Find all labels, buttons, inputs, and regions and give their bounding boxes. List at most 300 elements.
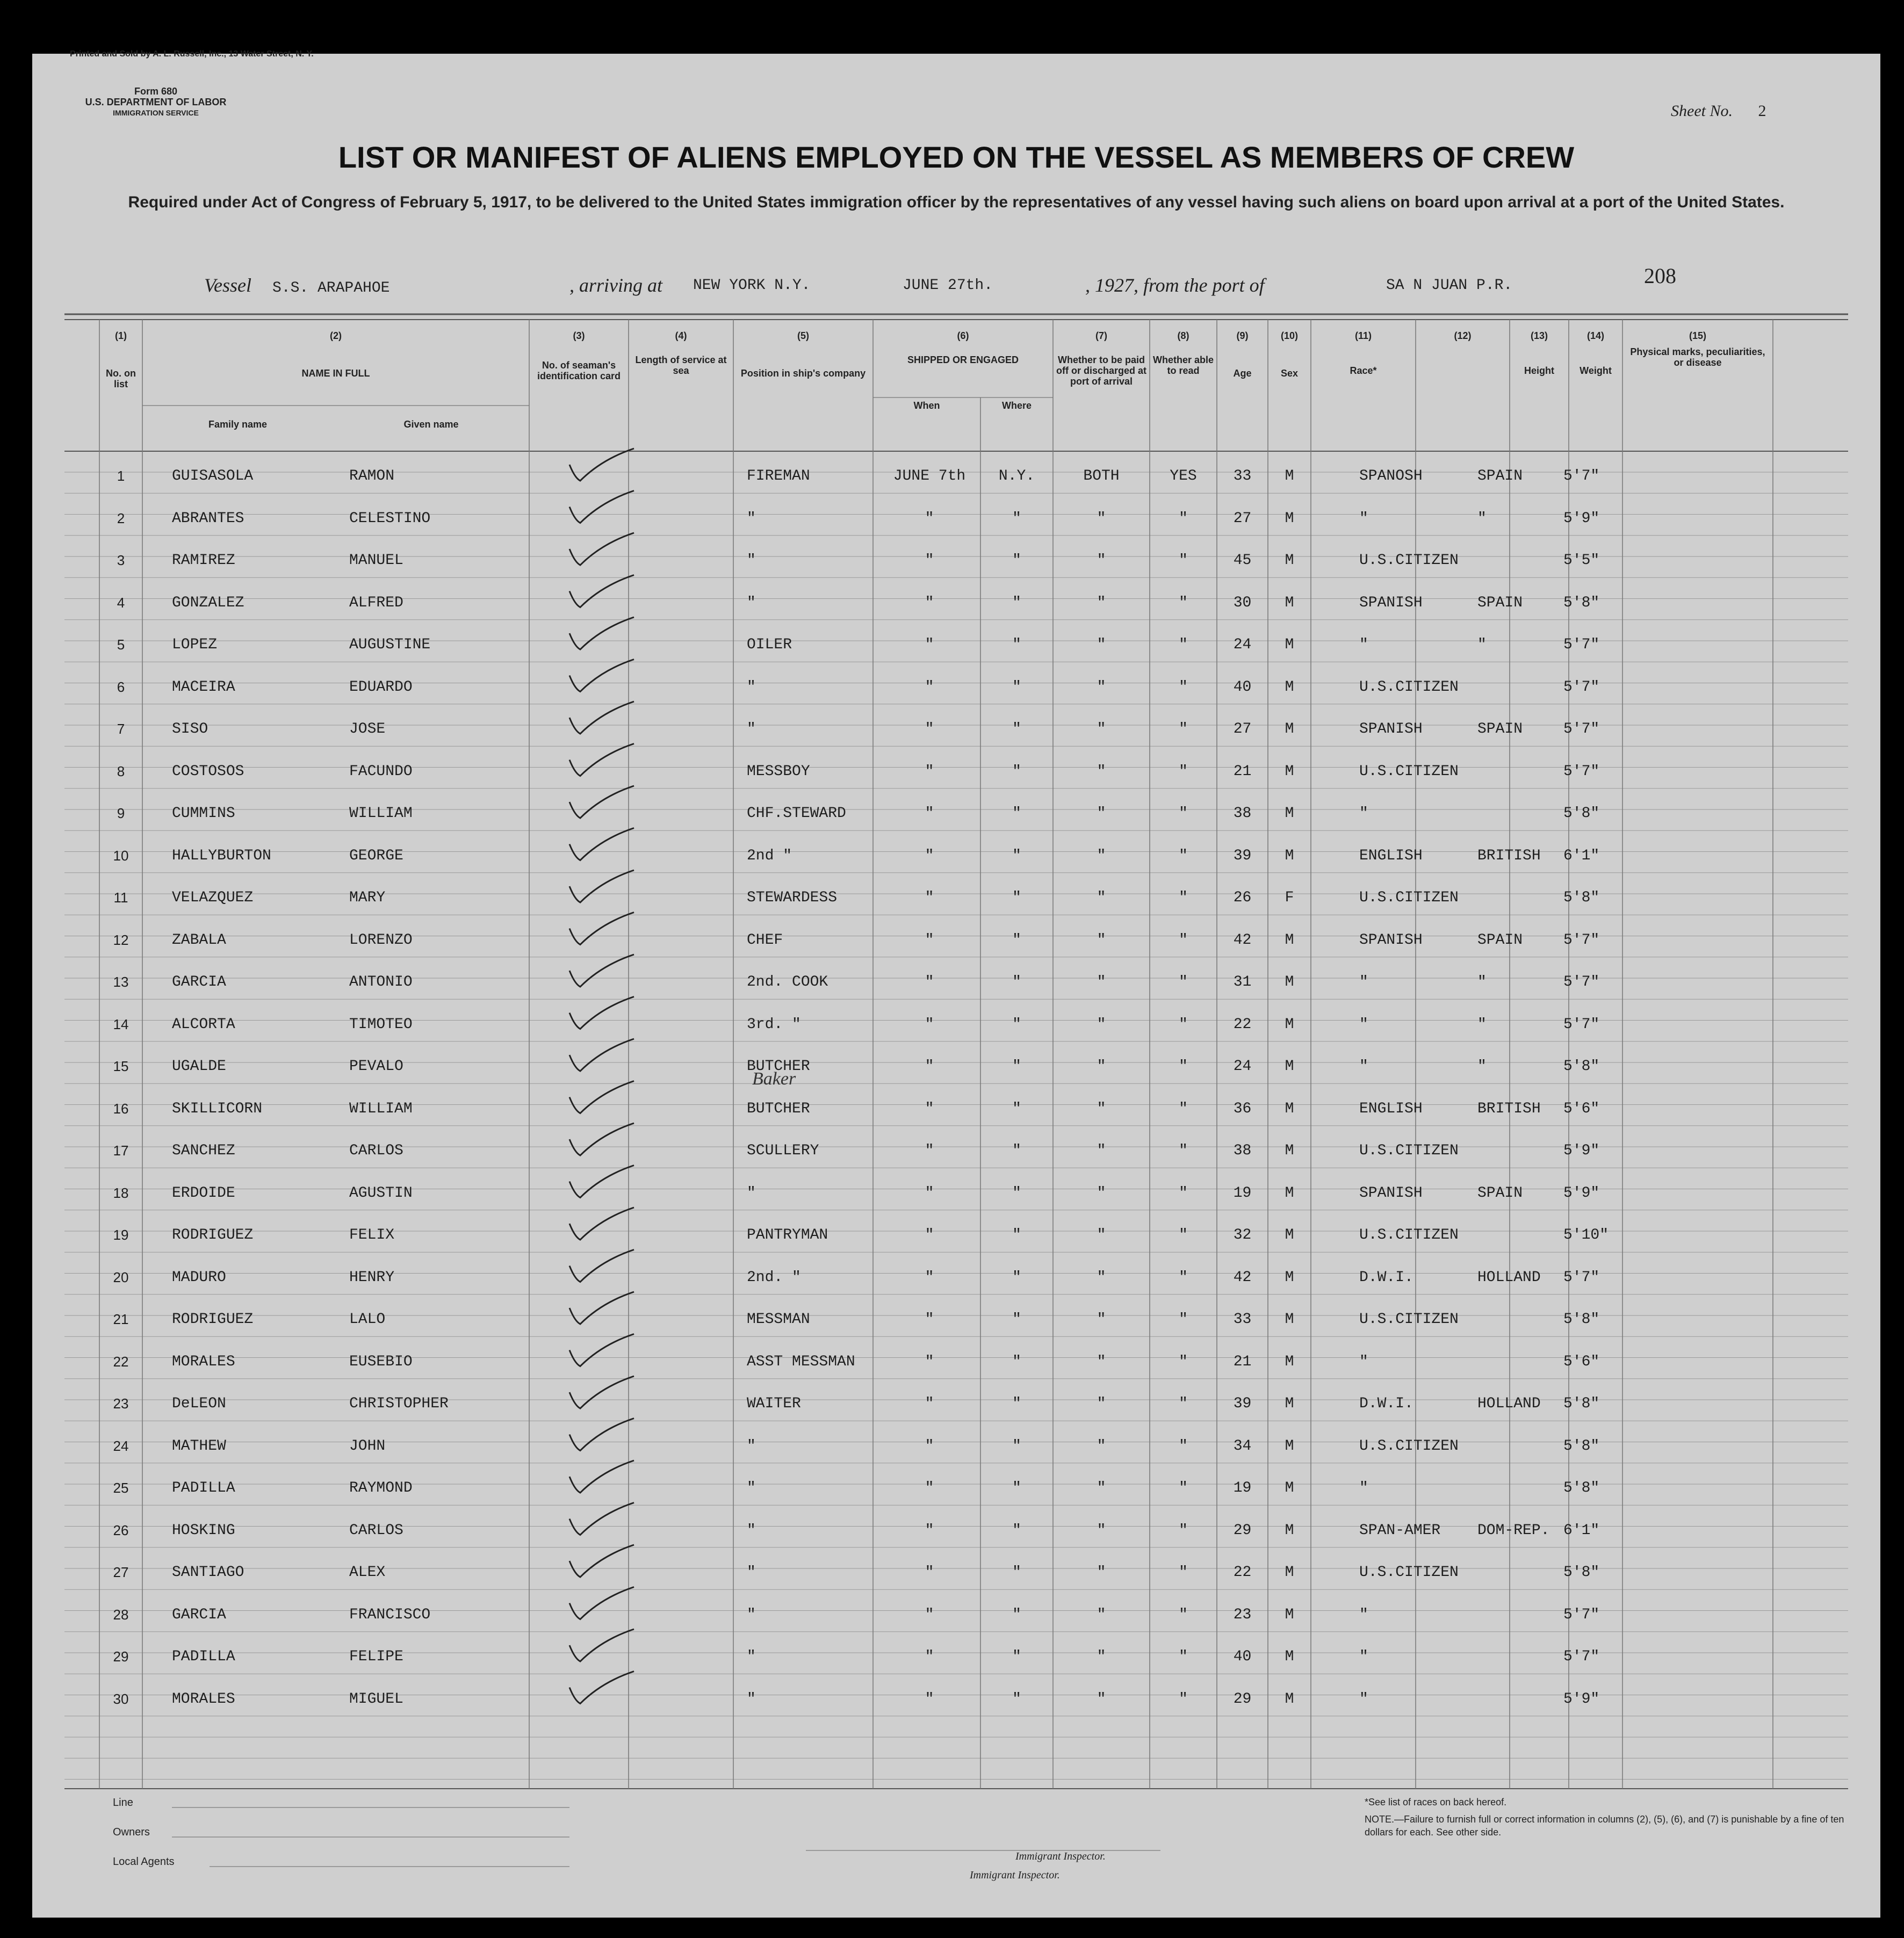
cell-race: U.S.CITIZEN: [1359, 1437, 1459, 1455]
check-mark: [569, 1587, 634, 1619]
cell-able-to-read: ": [1179, 1564, 1188, 1581]
cell-nationality: SPAIN: [1477, 594, 1523, 611]
cell-given-name: EUSEBIO: [349, 1353, 413, 1370]
cell-paid-off: ": [1097, 1058, 1106, 1075]
cell-sex: M: [1285, 594, 1294, 611]
cell-paid-off: ": [1097, 1690, 1106, 1708]
cell-able-to-read: ": [1179, 552, 1188, 569]
cell-able-to-read: ": [1179, 510, 1188, 527]
sheet-number: [1671, 102, 1766, 120]
cell-row-number: 7: [117, 721, 125, 737]
cell-height: 5'7": [1563, 1269, 1600, 1286]
cell-sex: M: [1285, 1522, 1294, 1539]
check-mark: [569, 997, 634, 1029]
cell-given-name: JOSE: [349, 721, 386, 737]
cell-race: U.S.CITIZEN: [1359, 1142, 1459, 1159]
cell-family-name: HOSKING: [172, 1522, 235, 1539]
cell-race: ENGLISH: [1359, 847, 1423, 864]
cell-sex: M: [1285, 1564, 1294, 1581]
cell-height: 5'9": [1563, 1184, 1600, 1202]
cell-position: ": [747, 1437, 756, 1455]
cell-given-name: GEORGE: [349, 847, 403, 864]
cell-race: U.S.CITIZEN: [1359, 678, 1459, 696]
cell-row-number: 20: [113, 1269, 129, 1285]
column-number: (12): [1454, 330, 1472, 341]
cell-race: SPANOSH: [1359, 468, 1423, 484]
cell-shipped-where: ": [1012, 1606, 1021, 1623]
cell-position: ": [747, 510, 756, 527]
check-mark: [569, 1629, 634, 1661]
cell-shipped-when: ": [925, 1016, 934, 1033]
cell-shipped-where: ": [1012, 1395, 1021, 1412]
cell-row-number: 13: [113, 974, 129, 990]
header-sex: Sex: [1280, 368, 1299, 379]
cell-sex: M: [1285, 974, 1294, 990]
cell-sex: M: [1285, 1395, 1294, 1412]
cell-age: 42: [1233, 1269, 1252, 1286]
cell-family-name: MADURO: [172, 1269, 226, 1286]
column-number: (1): [115, 330, 127, 341]
cell-paid-off: ": [1097, 1480, 1106, 1496]
cell-position: MESSMAN: [747, 1311, 810, 1328]
cell-shipped-when: ": [925, 1100, 934, 1117]
cell-given-name: MANUEL: [349, 552, 403, 569]
cell-sex: M: [1285, 1100, 1294, 1117]
cell-age: 27: [1233, 510, 1252, 527]
cell-position: STEWARDESS: [747, 890, 838, 906]
cell-shipped-when: ": [925, 974, 934, 990]
cell-able-to-read: ": [1179, 1184, 1188, 1202]
check-mark: [569, 1503, 634, 1535]
cell-shipped-when: ": [925, 1437, 934, 1455]
cell-shipped-when: ": [925, 1606, 934, 1623]
cell-family-name: GUISASOLA: [172, 468, 254, 484]
cell-sex: M: [1285, 552, 1294, 569]
cell-paid-off: ": [1097, 1016, 1106, 1033]
cell-row-number: 30: [113, 1690, 129, 1707]
cell-nationality: HOLLAND: [1477, 1395, 1541, 1412]
column-number: (3): [573, 330, 585, 341]
cell-height: 5'6": [1563, 1353, 1600, 1370]
cell-row-number: 1: [117, 468, 125, 484]
cell-position: BUTCHER: [747, 1100, 810, 1117]
column-number: (9): [1236, 330, 1249, 341]
cell-race: ": [1359, 1648, 1368, 1665]
header-card: No. of seaman's identification card: [537, 360, 621, 381]
cell-nationality: ": [1477, 637, 1487, 653]
header-physical-marks: Physical marks, peculiarities, or disease: [1630, 346, 1765, 368]
cell-position: ASST MESSMAN: [747, 1353, 855, 1370]
cell-given-name: TIMOTEO: [349, 1016, 413, 1033]
cell-position: ": [747, 1564, 756, 1581]
cell-shipped-where: ": [1012, 678, 1021, 696]
cell-age: 42: [1233, 931, 1252, 949]
cell-given-name: AGUSTIN: [349, 1184, 413, 1202]
cell-able-to-read: ": [1179, 1142, 1188, 1159]
cell-sex: M: [1285, 805, 1294, 822]
cell-shipped-where: ": [1012, 1648, 1021, 1665]
cell-paid-off: ": [1097, 890, 1106, 906]
cell-shipped-where: ": [1012, 721, 1021, 737]
cell-family-name: VELAZQUEZ: [172, 890, 254, 906]
column-number: (4): [675, 330, 687, 341]
cell-paid-off: ": [1097, 1606, 1106, 1623]
check-mark: [569, 575, 634, 608]
cell-height: 5'9": [1563, 510, 1600, 527]
cell-position: ": [747, 594, 756, 611]
cell-height: 5'6": [1563, 1100, 1600, 1117]
header-where: Where: [1001, 400, 1032, 411]
check-mark: [569, 870, 634, 902]
cell-able-to-read: ": [1179, 1058, 1188, 1075]
cell-age: 38: [1233, 1142, 1252, 1159]
column-number: (2): [330, 330, 342, 341]
cell-shipped-where: ": [1012, 1480, 1021, 1496]
cell-age: 33: [1233, 1311, 1252, 1328]
cell-paid-off: ": [1097, 552, 1106, 569]
cell-height: 5'7": [1563, 637, 1600, 653]
check-mark: [569, 491, 634, 523]
cell-able-to-read: ": [1179, 1648, 1188, 1665]
cell-shipped-where: ": [1012, 637, 1021, 653]
cell-family-name: RAMIREZ: [172, 552, 235, 569]
cell-race: ": [1359, 1058, 1368, 1075]
cell-row-number: 21: [113, 1311, 129, 1327]
cell-able-to-read: ": [1179, 890, 1188, 906]
cell-row-number: 9: [117, 805, 125, 821]
race-footnote: *See list of races on back hereof.: [1365, 1797, 1507, 1807]
cell-given-name: WILLIAM: [349, 805, 413, 822]
cell-paid-off: BOTH: [1083, 468, 1120, 484]
cell-height: 5'7": [1563, 974, 1600, 990]
cell-row-number: 11: [113, 890, 128, 906]
cell-race: U.S.CITIZEN: [1359, 1311, 1459, 1328]
cell-height: 5'7": [1563, 1648, 1600, 1665]
arrival-port: NEW YORK N.Y.: [693, 277, 811, 294]
cell-able-to-read: ": [1179, 805, 1188, 822]
header-length: Length of service at sea: [635, 355, 727, 376]
cell-sex: M: [1285, 1353, 1294, 1370]
cell-race: ": [1359, 974, 1368, 990]
cell-nationality: ": [1477, 1058, 1487, 1075]
cell-family-name: SISO: [172, 721, 208, 737]
cell-position: PANTRYMAN: [747, 1227, 828, 1243]
cell-paid-off: ": [1097, 1564, 1106, 1581]
check-mark: [569, 1250, 634, 1282]
cell-age: 32: [1233, 1227, 1252, 1243]
cell-sex: M: [1285, 1058, 1294, 1075]
cell-shipped-when: ": [925, 1058, 934, 1075]
cell-paid-off: ": [1097, 637, 1106, 653]
cell-family-name: GARCIA: [172, 1606, 226, 1623]
cell-race: ENGLISH: [1359, 1100, 1423, 1117]
cell-race: ": [1359, 637, 1368, 653]
vessel-number: 208: [1644, 264, 1676, 288]
cell-nationality: DOM-REP.: [1477, 1522, 1550, 1539]
cell-position: ": [747, 552, 756, 569]
check-mark: [569, 954, 634, 987]
cell-row-number: 25: [113, 1480, 129, 1496]
cell-family-name: PADILLA: [172, 1480, 235, 1496]
cell-race: ": [1359, 1353, 1368, 1370]
cell-shipped-where: ": [1012, 1522, 1021, 1539]
cell-shipped-where: ": [1012, 1437, 1021, 1455]
cell-shipped-when: ": [925, 1142, 934, 1159]
cell-shipped-where: ": [1012, 1564, 1021, 1581]
cell-given-name: CARLOS: [349, 1522, 403, 1539]
cell-paid-off: ": [1097, 1648, 1106, 1665]
cell-family-name: SANTIAGO: [172, 1564, 244, 1581]
cell-row-number: 28: [113, 1606, 129, 1623]
cell-position: ": [747, 1690, 756, 1708]
cell-given-name: LALO: [349, 1311, 386, 1328]
cell-position: WAITER: [747, 1395, 801, 1412]
column-number: (5): [797, 330, 809, 341]
cell-given-name: ALEX: [349, 1564, 386, 1581]
cell-age: 29: [1233, 1690, 1252, 1708]
cell-position: MESSBOY: [747, 763, 810, 780]
cell-race: SPANISH: [1359, 594, 1423, 611]
cell-given-name: MIGUEL: [349, 1690, 403, 1708]
cell-family-name: COSTOSOS: [172, 763, 244, 780]
cell-row-number: 10: [113, 847, 129, 864]
cell-height: 5'8": [1563, 1395, 1600, 1412]
cell-given-name: ALFRED: [349, 594, 403, 611]
cell-position: ": [747, 1480, 756, 1496]
cell-given-name: CHRISTOPHER: [349, 1395, 449, 1412]
cell-shipped-where: ": [1012, 763, 1021, 780]
page-title: LIST OR MANIFEST OF ALIENS EMPLOYED ON THE VESSEL AS MEMBERS OF CREW: [338, 140, 1575, 174]
cell-height: 5'7": [1563, 1016, 1600, 1033]
cell-family-name: SKILLICORN: [172, 1100, 263, 1117]
cell-height: 5'5": [1563, 552, 1600, 569]
check-mark: [569, 617, 634, 649]
cell-family-name: RODRIGUEZ: [172, 1311, 254, 1328]
cell-sex: M: [1285, 1311, 1294, 1328]
cell-shipped-when: ": [925, 594, 934, 611]
cell-family-name: GARCIA: [172, 974, 226, 990]
header-paid-off: Whether to be paid off or discharged at port of arrival: [1056, 355, 1147, 387]
cell-family-name: HALLYBURTON: [172, 847, 271, 864]
cell-shipped-where: ": [1012, 1058, 1021, 1075]
check-mark: [569, 702, 634, 734]
check-mark: [569, 1334, 634, 1366]
cell-family-name: ZABALA: [172, 931, 226, 949]
cell-shipped-where: ": [1012, 594, 1021, 611]
cell-able-to-read: ": [1179, 847, 1188, 864]
cell-able-to-read: ": [1179, 1437, 1188, 1455]
cell-family-name: DeLEON: [172, 1395, 226, 1412]
cell-row-number: 18: [113, 1184, 129, 1201]
fine-note: NOTE.—Failure to furnish full or correct information in columns (2), (5), (6), and (7) is punishable by a fine of ten dollars for each. See other side.: [1365, 1814, 1844, 1838]
cell-able-to-read: ": [1179, 974, 1188, 990]
cell-paid-off: ": [1097, 847, 1106, 864]
column-number: (11): [1354, 330, 1372, 341]
cell-shipped-when: ": [925, 1564, 934, 1581]
cell-height: 5'8": [1563, 1058, 1600, 1075]
cell-paid-off: ": [1097, 1269, 1106, 1286]
cell-age: 27: [1233, 721, 1252, 737]
cell-able-to-read: ": [1179, 721, 1188, 737]
cell-age: 24: [1233, 637, 1252, 653]
cell-race: ": [1359, 1606, 1368, 1623]
header-given-name: Given name: [403, 419, 459, 430]
cell-given-name: CELESTINO: [349, 510, 431, 527]
cell-paid-off: ": [1097, 1395, 1106, 1412]
cell-row-number: 29: [113, 1648, 129, 1665]
cell-age: 33: [1233, 468, 1252, 484]
cell-nationality: SPAIN: [1477, 931, 1523, 949]
header-height: Height: [1524, 365, 1554, 376]
cell-height: 6'1": [1563, 1522, 1600, 1539]
cell-height: 5'8": [1563, 1564, 1600, 1581]
cell-family-name: MORALES: [172, 1353, 235, 1370]
cell-position: 2nd. COOK: [747, 974, 828, 990]
cell-able-to-read: ": [1179, 1100, 1188, 1117]
cell-sex: M: [1285, 721, 1294, 737]
cell-paid-off: ": [1097, 974, 1106, 990]
printer-credit: Printed and Sold by A. L. Russell, Inc., 13 Water Street, N. Y.: [70, 49, 314, 59]
form-block: [70, 86, 242, 118]
cell-shipped-where: ": [1012, 1353, 1021, 1370]
check-mark: [569, 1292, 634, 1324]
cell-height: 5'8": [1563, 1437, 1600, 1455]
cell-shipped-when: ": [925, 1690, 934, 1708]
arrival-date: JUNE 27th.: [903, 277, 993, 294]
cell-race: ": [1359, 805, 1368, 822]
cell-race: U.S.CITIZEN: [1359, 1564, 1459, 1581]
vessel-label: Vessel: [204, 274, 251, 296]
cell-shipped-where: ": [1012, 510, 1021, 527]
vessel-line: [204, 274, 390, 297]
cell-height: 5'8": [1563, 890, 1600, 906]
cell-paid-off: ": [1097, 805, 1106, 822]
cell-shipped-when: ": [925, 1522, 934, 1539]
cell-paid-off: ": [1097, 721, 1106, 737]
check-mark: [569, 1419, 634, 1451]
cell-age: 22: [1233, 1016, 1252, 1033]
cell-given-name: HENRY: [349, 1269, 395, 1286]
cell-sex: M: [1285, 931, 1294, 949]
cell-row-number: 17: [113, 1142, 129, 1159]
cell-sex: M: [1285, 1437, 1294, 1455]
cell-row-number: 4: [117, 594, 125, 611]
check-mark: [569, 533, 634, 565]
cell-position: ": [747, 721, 756, 737]
cell-shipped-when: ": [925, 552, 934, 569]
cell-family-name: ERDOIDE: [172, 1184, 235, 1202]
cell-given-name: RAMON: [349, 468, 395, 484]
cell-shipped-when: ": [925, 805, 934, 822]
check-mark: [569, 660, 634, 692]
header-when: When: [913, 400, 940, 411]
cell-shipped-when: ": [925, 1269, 934, 1286]
cell-age: 22: [1233, 1564, 1252, 1581]
cell-age: 39: [1233, 847, 1252, 864]
cell-row-number: 16: [113, 1100, 129, 1117]
header-weight: Weight: [1580, 365, 1612, 376]
cell-age: 23: [1233, 1606, 1252, 1623]
cell-shipped-when: ": [925, 1311, 934, 1328]
cell-race: U.S.CITIZEN: [1359, 763, 1459, 780]
cell-given-name: CARLOS: [349, 1142, 403, 1159]
page-subtitle: Required under Act of Congress of February 5, 1917, to be delivered to the United States immigration officer by the representatives of any vessel having such aliens on board upon arrival at a port of the United States.: [128, 193, 1785, 211]
cell-shipped-where: ": [1012, 805, 1021, 822]
cell-age: 21: [1233, 763, 1252, 780]
check-mark: [569, 1672, 634, 1704]
cell-position: 2nd ": [747, 847, 792, 864]
cell-shipped-when: ": [925, 847, 934, 864]
cell-age: 36: [1233, 1100, 1252, 1117]
cell-nationality: ": [1477, 510, 1487, 527]
cell-paid-off: ": [1097, 1522, 1106, 1539]
cell-row-number: 22: [113, 1353, 129, 1370]
cell-nationality: SPAIN: [1477, 468, 1523, 484]
cell-sex: M: [1285, 1269, 1294, 1286]
arriving-label: , arriving at: [569, 274, 663, 296]
cell-nationality: SPAIN: [1477, 721, 1523, 737]
check-mark: [569, 744, 634, 776]
cell-able-to-read: ": [1179, 1016, 1188, 1033]
cell-position: BUTCHER: [747, 1058, 810, 1075]
cell-sex: M: [1285, 1016, 1294, 1033]
cell-position: 2nd. ": [747, 1269, 801, 1286]
cell-sex: M: [1285, 1606, 1294, 1623]
cell-able-to-read: ": [1179, 678, 1188, 696]
cell-height: 5'8": [1563, 805, 1600, 822]
check-mark: [569, 1039, 634, 1071]
cell-shipped-when: ": [925, 637, 934, 653]
cell-nationality: ": [1477, 974, 1487, 990]
cell-race: ": [1359, 1480, 1368, 1496]
column-number: (6): [957, 330, 969, 341]
check-mark: [569, 786, 634, 818]
cell-position: CHEF: [747, 931, 783, 949]
cell-family-name: UGALDE: [172, 1058, 226, 1075]
cell-row-number: 14: [113, 1016, 129, 1032]
cell-age: 39: [1233, 1395, 1252, 1412]
inspector-signature-2: Immigrant Inspector.: [970, 1869, 1060, 1881]
cell-sex: M: [1285, 637, 1294, 653]
cell-row-number: 15: [113, 1058, 129, 1074]
manifest-sheet: [32, 49, 1880, 1918]
cell-position: ": [747, 1184, 756, 1202]
cell-given-name: AUGUSTINE: [349, 637, 431, 653]
cell-height: 5'9": [1563, 1690, 1600, 1708]
cell-family-name: ALCORTA: [172, 1016, 235, 1033]
column-number: (14): [1586, 330, 1604, 341]
cell-shipped-when: ": [925, 510, 934, 527]
cell-row-number: 24: [113, 1437, 129, 1454]
cell-able-to-read: ": [1179, 1480, 1188, 1496]
cell-able-to-read: ": [1179, 594, 1188, 611]
cell-family-name: ABRANTES: [172, 510, 244, 527]
cell-paid-off: ": [1097, 1142, 1106, 1159]
cell-height: 5'7": [1563, 721, 1600, 737]
cell-paid-off: ": [1097, 1437, 1106, 1455]
cell-sex: M: [1285, 1648, 1294, 1665]
cell-given-name: PEVALO: [349, 1058, 403, 1075]
cell-able-to-read: ": [1179, 763, 1188, 780]
cell-row-number: 23: [113, 1395, 129, 1412]
header-position: Position in ship's company: [740, 368, 866, 379]
cell-shipped-where: ": [1012, 1227, 1021, 1243]
cell-age: 21: [1233, 1353, 1252, 1370]
cell-sex: M: [1285, 1690, 1294, 1708]
cell-race: SPANISH: [1359, 721, 1423, 737]
cell-race: U.S.CITIZEN: [1359, 890, 1459, 906]
cell-shipped-where: ": [1012, 890, 1021, 906]
